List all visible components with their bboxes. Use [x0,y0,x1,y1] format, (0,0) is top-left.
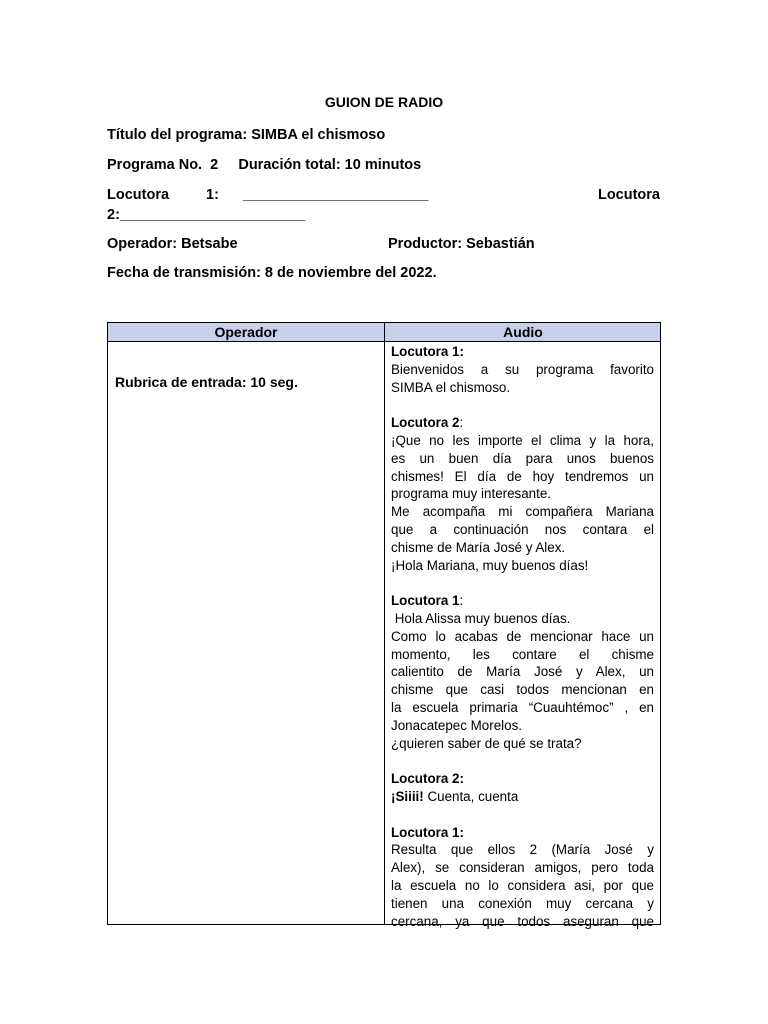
dialogue-line: Jonacatepec Morelos. [391,717,523,733]
document-title: GUION DE RADIO [324,94,444,110]
dialogue-line: chisme de María José y Alex. [391,539,566,555]
speaker-label [391,414,654,432]
program-number-duration-line: Programa No. 2 Duración total: 10 minutos [107,157,422,173]
speaker-name: Locutora 1 [391,593,460,609]
dialogue-line: ¿quieren saber de qué se trata? [391,735,582,751]
column-header-audio: Audio [503,324,543,340]
speaker-name: Locutora 2 [391,415,460,431]
dialogue-block [391,824,654,931]
program-title-line: Título del programa: SIMBA el chismoso [107,127,386,143]
dialogue-line: Resulta que ellos 2 (María José y [391,842,654,858]
dialogue-block [391,343,654,396]
dialogue-line: Me acompaña mi compañera Mariana [391,504,654,520]
dialogue-line: Hola Alissa muy buenos días. [391,610,571,626]
speaker-name: Locutora 2: [391,771,464,787]
dialogue-line: chisme que casi todos mencionan en [391,682,654,698]
locutora1-label: Locutora [107,187,170,203]
speaker-label [391,592,654,610]
speaker-suffix: : [459,593,464,609]
operator-line: Operador: Betsabe [107,236,238,252]
dialogue-line: chismes! El día de hoy tendremos un [391,468,654,484]
dialogue-line: es un buen día para unos buenos [391,450,654,466]
dialogue-block [391,770,654,806]
dialogue-line: que a continuación nos contara el [391,521,654,537]
column-header-operador: Operador [214,324,278,340]
emphasis-text: ¡Siiii! [391,788,424,804]
dialogue-block [391,414,654,574]
dialogue-line: cercana, ya que todos aseguran que [391,913,654,929]
producer-line: Productor: Sebastián [388,236,535,252]
locutora1-number: 1: [206,187,219,203]
dialogue-line: ¡Hola Mariana, muy buenos días! [391,557,589,573]
dialogue-line: calientito de María José y Alex, un [391,664,654,680]
dialogue-line: Alex), se consideran amigos, pero toda [391,860,654,876]
dialogue-line: Como lo acabas de mencionar hace un [391,628,654,644]
locutora2-line: 2:_______________________ [107,207,306,223]
dialogue-line: tienen una conexión muy cercana y [391,895,654,911]
dialogue-line: SIMBA el chismoso. [391,379,511,395]
speaker-label [391,343,654,361]
audio-column [391,343,654,948]
speaker-name: Locutora 1: [391,344,464,359]
speaker-label [391,824,654,842]
dialogue-block [391,592,654,752]
operator-cue: Rubrica de entrada: 10 seg. [115,374,298,390]
speaker-label [391,770,654,788]
dialogue-line: la escuela primaria “Cuauhtémoc” , en [391,699,654,715]
dialogue-line [391,788,654,806]
locutora2-label: Locutora [597,187,660,203]
script-table [107,322,661,929]
dialogue-line: ¡Que no les importe el clima y la hora, [391,432,654,448]
dialogue-text: Cuenta, cuenta [423,788,519,804]
speaker-name: Locutora 1: [391,824,464,840]
speaker-suffix: : [459,415,464,431]
dialogue-line: momento, les contare el chisme [391,646,654,662]
dialogue-line: la escuela no lo considera asi, por que [391,877,654,893]
dialogue-line: programa muy interesante. [391,486,552,502]
column-divider [384,323,385,924]
locutora1-blank: _______________________ [243,187,429,203]
dialogue-line: Bienvenidos a su programa favorito [391,361,654,377]
broadcast-date-line: Fecha de transmisión: 8 de noviembre del 2022. [107,265,437,281]
